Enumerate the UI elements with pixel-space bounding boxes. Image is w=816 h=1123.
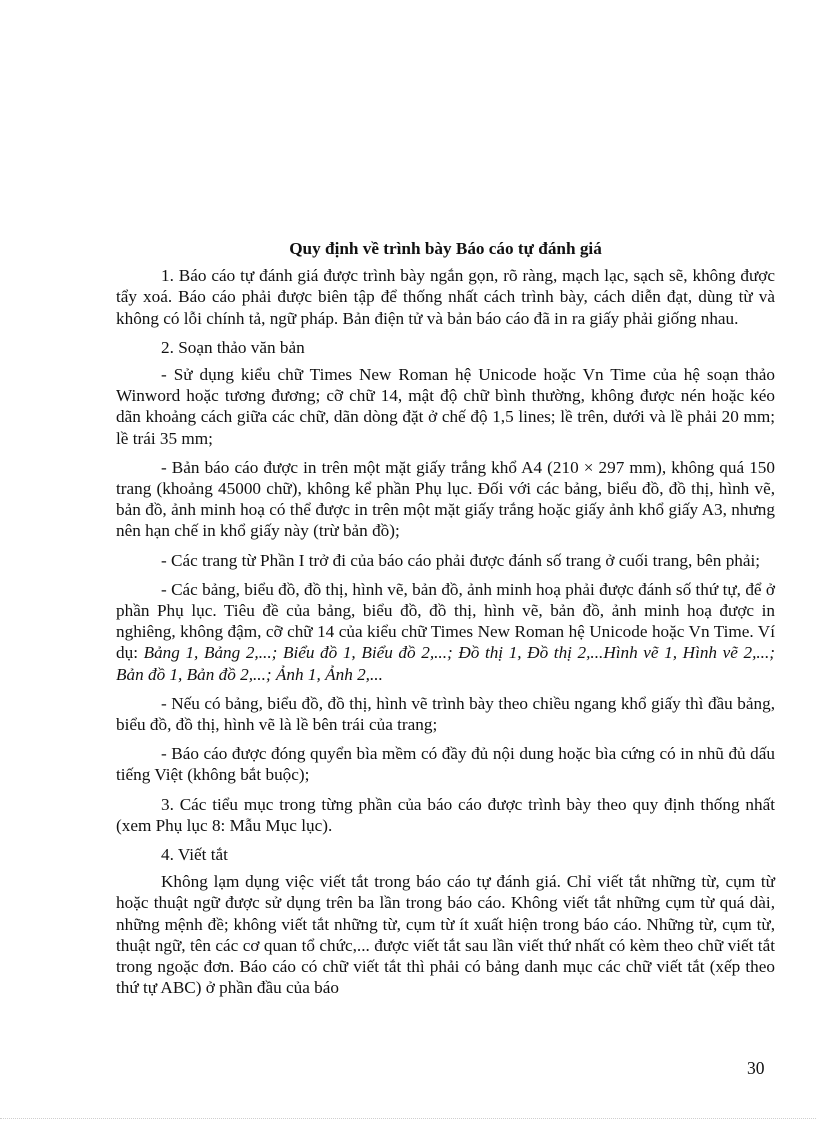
paragraph-2d-example: Bảng 1, Bảng 2,...; Biểu đồ 1, Biểu đồ 2,...; Đồ thị 1, Đồ thị 2,...Hình vẽ 1, Hình vẽ 2,...; Bản đồ 1, Bản đồ 2,...; Ảnh 1, Ảnh 2,... (116, 643, 775, 684)
paragraph-2f: - Báo cáo được đóng quyển bìa mềm có đầy đủ nội dung hoặc bìa cứng có in nhũ đủ dấu tiếng Việt (không bắt buộc); (116, 744, 775, 785)
section-heading-4: 4. Viết tắt (161, 845, 228, 865)
page-title: Quy định về trình bày Báo cáo tự đánh giá (289, 239, 602, 258)
page-content (116, 238, 775, 1007)
paragraph-4: Không lạm dụng việc viết tắt trong báo cáo tự đánh giá. Chỉ viết tắt những từ, cụm từ hoặc thuật ngữ được sử dụng trên ba lần trong báo cáo. Không viết tắt những cụm từ quá dài, những mệnh đề; không viết tắt những từ, cụm từ ít xuất hiện trong báo cáo. Những từ, cụm từ, thuật ngữ, tên các cơ quan tổ chức,... được viết tắt sau lần viết thứ nhất có kèm theo chữ viết tắt trong ngoặc đơn. Báo cáo có chữ viết tắt thì phải có bảng danh mục các chữ viết tắt (xếp theo thứ tự ABC) ở phần đầu của báo (116, 872, 775, 998)
paragraph-2b: - Bản báo cáo được in trên một mặt giấy trắng khổ A4 (210 × 297 mm), không quá 150 trang (khoảng 45000 chữ), không kể phần Phụ lục. Đối với các bảng, biểu đồ, đồ thị, hình vẽ, bản đồ, ảnh minh hoạ có thể được in trên một mặt giấy trắng hoặc giấy ảnh khổ giấy A3, nhưng nên hạn chế in khổ giấy này (trừ bản đồ); (116, 457, 775, 541)
paragraph-1: 1. Báo cáo tự đánh giá được trình bày ngắn gọn, rõ ràng, mạch lạc, sạch sẽ, không được tẩy xoá. Báo cáo phải được biên tập để thống nhất cách trình bày, cách diễn đạt, dùng từ và không có lỗi chính tả, ngữ pháp. Bản điện tử và bản báo cáo đã in ra giấy phải giống nhau. (116, 266, 775, 328)
paragraph-2e: - Nếu có bảng, biểu đồ, đồ thị, hình vẽ trình bày theo chiều ngang khổ giấy thì đầu bảng, biểu đồ, đồ thị, hình vẽ là lề bên trái của trang; (116, 693, 775, 735)
paragraph-2a: - Sử dụng kiểu chữ Times New Roman hệ Unicode hoặc Vn Time của hệ soạn thảo Winword hoặc tương đương; cỡ chữ 14, mật độ chữ bình thường, không được nén hoặc kéo dãn khoảng cách giữa các chữ, dãn dòng đặt ở chế độ 1,5 lines; lề trên, dưới và lề phải 20 mm; lề trái 35 mm; (116, 365, 775, 448)
paragraph-2d (116, 579, 775, 685)
section-heading-2: 2. Soạn thảo văn bản (161, 337, 305, 357)
paragraph-2c: - Các trang từ Phần I trở đi của báo cáo phải được đánh số trang ở cuối trang, bên phải; (161, 550, 761, 570)
paragraph-2d-text: - Các bảng, biểu đồ, đồ thị, hình vẽ, bản đồ, ảnh minh hoạ phải được đánh số thứ tự, để ở phần Phụ lục. Tiêu đề của bảng, biểu đồ, đồ thị, hình vẽ, bản đồ, ảnh minh hoạ được in nghiêng, không đậm, cỡ chữ 14 của kiểu chữ Times New Roman hệ Unicode hoặc Vn Time. Ví dụ: (116, 579, 775, 663)
page-number: 30 (747, 1058, 765, 1078)
footer-divider (0, 1118, 816, 1119)
paragraph-3: 3. Các tiểu mục trong từng phần của báo cáo được trình bày theo quy định thống nhất (xem Phụ lục 8: Mẫu Mục lục). (116, 794, 775, 835)
